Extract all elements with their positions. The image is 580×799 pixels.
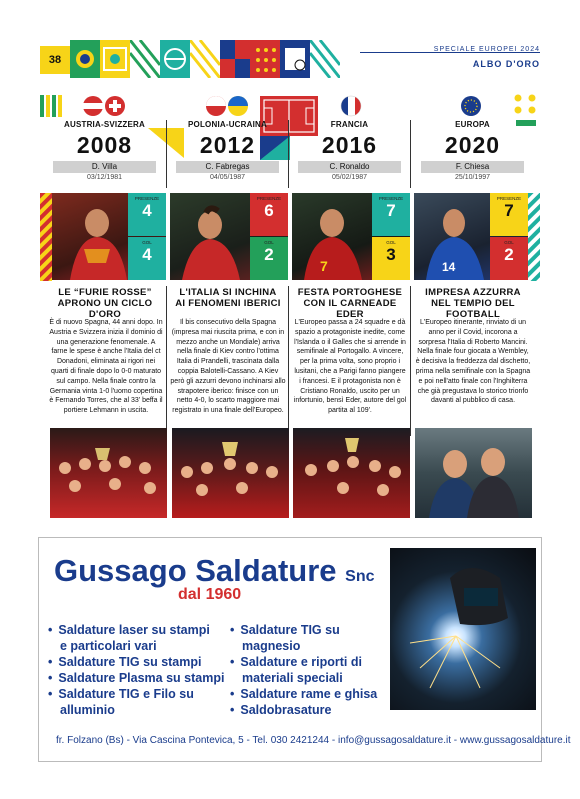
service-item: • Saldobrasature xyxy=(230,703,332,717)
header-pattern xyxy=(70,40,340,78)
divider xyxy=(166,120,167,188)
host-country: AUSTRIA-SVIZZERA xyxy=(64,120,145,129)
stat-gol: GOL 2 xyxy=(250,237,288,280)
decor-left-pattern xyxy=(40,95,64,117)
page-number: 38 xyxy=(40,46,70,74)
stat-presenze: PRESENZE 7 xyxy=(372,193,410,236)
stat-presenze: PRESENZE 7 xyxy=(490,193,528,236)
player-name: C. Fabregas xyxy=(176,161,279,173)
section-subtitle: SPECIALE EUROPEI 2024 xyxy=(433,46,540,53)
player-photo-chiesa xyxy=(414,193,528,280)
article-title-2008: LE “FURIE ROSSE” APRONO UN CICLO D'ORO xyxy=(57,287,153,320)
celebration-photo-2016 xyxy=(293,428,410,518)
article-title-2020: IMPRESA AZZURRA NEL TEMPIO DEL FOOTBALL xyxy=(425,287,521,320)
service-item: • Saldature laser su stampi xyxy=(48,623,210,637)
service-item: magnesio xyxy=(242,639,301,653)
flag-france xyxy=(340,95,362,117)
stat-presenze: PRESENZE 4 xyxy=(128,193,166,236)
service-item: • Saldature Plasma su stampi xyxy=(48,671,225,685)
service-item: • Saldature rame e ghisa xyxy=(230,687,378,701)
player-photo-fabregas xyxy=(170,193,288,280)
welding-photo xyxy=(390,548,536,710)
article-text-2016: L'Europeo passa a 24 squadre e dà spazio a protagoniste inedite, come l'Islanda o il Galles che si arrende in semifinale al Portogallo. A vincere, per la prima volta, sono proprio i lusitani, che a Parigi fanno piangere i francesi. E il protagonista non è Cristiano Ronaldo, uscito per un infortunio, bensì Eder, autore del gol partita al 109'. xyxy=(293,319,407,415)
section-header xyxy=(376,46,540,69)
host-country: FRANCIA xyxy=(330,120,369,129)
column-2008 xyxy=(45,120,164,184)
article-text-2012: Il bis consecutivo della Spagna (impresa mai riuscita prima, e con in mezzo anche un Mondiale) arriva nella finale di Kiev contro l'ottima Italia di Prandelli, trascinata dalla coppia Balotelli-Cassano. A Kiev però gli azzurri devono inchinarsi allo strapotere iberico: finisce con un netto 4-0, lo scarto maggiore mai registrato in una finale dell'Europeo. xyxy=(170,319,286,415)
player-birthdate: 03/12/1981 xyxy=(86,174,123,181)
stat-gol: GOL 4 xyxy=(128,237,166,280)
celebration-photo-2008 xyxy=(50,428,167,518)
host-country: POLONIA-UCRAINA xyxy=(188,120,267,129)
divider xyxy=(410,286,411,436)
service-item: • Saldature TIG su stampi xyxy=(48,655,202,669)
divider xyxy=(288,286,289,436)
service-item: • Saldature TIG su xyxy=(230,623,340,637)
ad-company-name: Gussago Saldature Snc xyxy=(54,553,375,588)
service-item: • Saldature e riporti di xyxy=(230,655,362,669)
ad-contact-footer: fr. Folzano (Bs) - Via Cascina Pontevica, 5 - Tel. 030 2421244 - info@gussagosaldature.it - www.gussagosaldature.it xyxy=(56,735,571,746)
player-photo-villa xyxy=(52,193,166,280)
ad-company-suffix: Snc xyxy=(345,568,375,585)
flags-austria-switzerland xyxy=(82,95,126,117)
ad-since: dal 1960 xyxy=(178,586,242,603)
svg-text:7: 7 xyxy=(320,258,328,274)
column-2016 xyxy=(290,120,409,184)
column-2012 xyxy=(168,120,287,184)
article-text-2020: L'Europeo itinerante, rinviato di un anno per il Covid, incorona a sorpresa l'Italia di Roberto Mancini. Nella finale four giocata a Wembley, è decisiva la freddezza dal dischetto, prima nella semifinale con la Spagna e poi nell'atto finale con l'Inghilterra che già pregustava lo storico trionfo davanti al pubblico di casa. xyxy=(415,319,531,405)
stat-gol: GOL 3 xyxy=(372,237,410,280)
service-item: e particolari vari xyxy=(60,639,157,653)
tournament-year: 2012 xyxy=(199,132,256,158)
section-title: ALBO D'ORO xyxy=(472,59,540,69)
service-item: alluminio xyxy=(60,703,115,717)
stat-presenze: PRESENZE 6 xyxy=(250,193,288,236)
column-2020 xyxy=(413,120,532,184)
flag-europe xyxy=(460,95,482,117)
player-name: F. Chiesa xyxy=(421,161,524,173)
article-title-2016: FESTA PORTOGHESE CON IL CARNEADE EDER xyxy=(297,287,403,320)
player-birthdate: 25/10/1997 xyxy=(454,174,491,181)
decor-stripes-left xyxy=(40,193,52,281)
divider xyxy=(410,120,411,188)
divider xyxy=(166,286,167,436)
article-text-2008: È di nuovo Spagna, 44 anni dopo. In Austria e Svizzera inizia il dominio di una generazione fenomenale. A farne le spese è anche l'Italia del ct Donadoni, eliminata ai rigori nei quarti di finale dopo lo 0-0 maturato sul campo. Nella finale contro la Germania vinta 1-0 l'uomo copertina è Fernando Torres, che al 33' beffa il portiere Lehmann in uscita. xyxy=(49,319,163,415)
tournament-year: 2016 xyxy=(321,132,378,158)
player-birthdate: 04/05/1987 xyxy=(209,174,246,181)
tournament-year: 2008 xyxy=(76,132,133,158)
article-title-2012: L'ITALIA SI INCHINA AI FENOMENI IBERICI xyxy=(175,287,281,309)
decor-stripes-right xyxy=(528,193,540,281)
player-name: D. Villa xyxy=(53,161,156,173)
service-item: materiali speciali xyxy=(242,671,343,685)
celebration-photo-2020 xyxy=(415,428,532,518)
player-photo-ronaldo xyxy=(292,193,410,280)
player-birthdate: 05/02/1987 xyxy=(331,174,368,181)
divider xyxy=(288,120,289,188)
ad-services-right xyxy=(230,622,377,718)
ad-services-left xyxy=(48,622,224,718)
host-country: EUROPA xyxy=(455,120,490,129)
stat-gol: GOL 2 xyxy=(490,237,528,280)
svg-text:14: 14 xyxy=(442,260,456,274)
flags-poland-ukraine xyxy=(205,95,249,117)
tournament-year: 2020 xyxy=(444,132,501,158)
celebration-photo-2012 xyxy=(172,428,289,518)
player-name: C. Ronaldo xyxy=(298,161,401,173)
service-item: • Saldature TIG e Filo su xyxy=(48,687,194,701)
